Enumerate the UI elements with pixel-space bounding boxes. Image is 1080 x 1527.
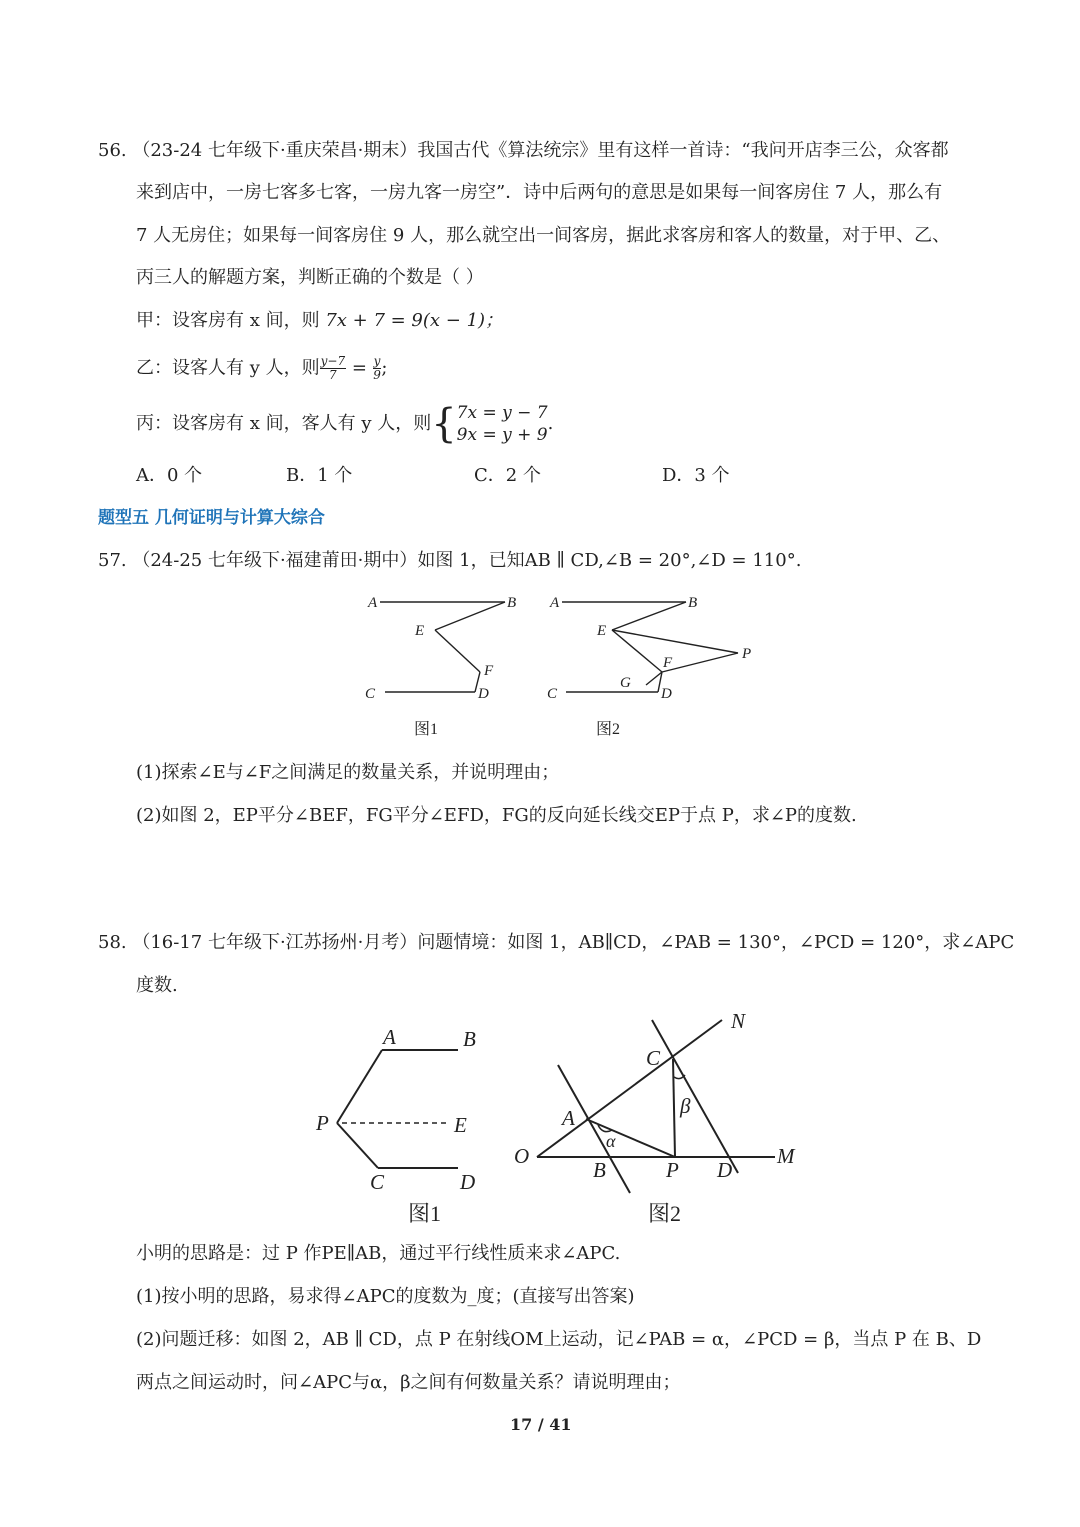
ray-on: [537, 1020, 722, 1157]
q57-line1: 57. （24-25 七年级下·福建莆田·期中）如图 1，已知AB ∥ CD,∠B = 20°,∠D = 110°.: [98, 550, 802, 571]
segment-ap: [337, 1050, 382, 1123]
q56-yi-text: 乙：设客人有 y 人，则: [136, 357, 320, 379]
label-p: P: [742, 646, 752, 662]
segment-ef: [435, 630, 480, 672]
q57-part2: (2)如图 2，EP平分∠BEF，FG平分∠EFD，FG的反向延长线交EP于点 P，求∠P的度数.: [136, 805, 857, 826]
q57-figure2: [562, 602, 738, 692]
label-a: A: [550, 595, 560, 611]
label-alpha: α: [606, 1131, 616, 1151]
q58-figures: [300, 1005, 820, 1235]
label-f: F: [484, 663, 494, 679]
segment-be: [612, 602, 686, 630]
q56-line3: 7 人无房住；如果每一间客房住 9 人，那么就空出一间客房，据此求客房和客人的数量，对于甲、乙、: [136, 225, 951, 246]
q58-fig1-caption: 图1: [408, 1201, 442, 1226]
label-a: A: [562, 1106, 575, 1130]
q56-option-c: C．2 个: [474, 465, 541, 486]
segment-cp: [673, 1059, 675, 1157]
segment-be: [435, 602, 505, 630]
q58-idea: 小明的思路是：过 P 作PE∥AB，通过平行线性质来求∠APC.: [136, 1243, 621, 1264]
fraction-numerator: y: [373, 354, 381, 368]
q56-yi-end: ;: [381, 357, 388, 379]
q57-fig2-caption: 图2: [596, 721, 621, 738]
segment-pc: [337, 1123, 378, 1168]
label-p: P: [316, 1111, 329, 1135]
q56-jia-text: 甲：设客房有 x 间，则: [136, 310, 326, 331]
label-d: D: [478, 686, 489, 702]
label-d: D: [661, 686, 672, 702]
left-brace-icon: {: [431, 401, 457, 447]
label-n: N: [731, 1009, 746, 1033]
label-g: G: [620, 675, 631, 691]
label-f: F: [663, 655, 673, 671]
q56-bing-text: 丙：设客房有 x 间，客人有 y 人，则: [136, 413, 432, 434]
fraction-denominator: 9: [373, 368, 381, 382]
q58-figure1: [337, 1050, 458, 1168]
segment-ef: [612, 630, 662, 672]
label-a: A: [368, 595, 378, 611]
q58-part2-line2: 两点之间运动时，问∠APC与α，β之间有何数量关系？请说明理由；: [136, 1372, 681, 1393]
q57-fig1-caption: 图1: [414, 721, 439, 738]
label-beta: β: [680, 1094, 691, 1118]
q56-option-d: D．3 个: [662, 465, 730, 486]
line-cd: [652, 1020, 738, 1173]
segment-pf: [662, 653, 738, 672]
label-c: C: [370, 1170, 385, 1194]
label-b: B: [688, 595, 698, 611]
q58-line1: 58. （16-17 七年级下·江苏扬州·月考）问题情境：如图 1，AB∥CD，∠PAB = 130°，∠PCD = 120°，求∠APC: [98, 932, 1015, 953]
label-e: E: [415, 623, 425, 639]
label-c: C: [365, 686, 376, 702]
q56-yi-fraction-left: [320, 355, 346, 382]
segment-ep: [612, 630, 738, 653]
q56-bing-system: [457, 402, 548, 446]
label-b: B: [507, 595, 517, 611]
q57-part1: (1)探索∠E与∠F之间满足的数量关系，并说明理由；: [136, 762, 560, 783]
q56-line2: 来到店中，一房七客多七客，一房九客一房空”．诗中后两句的意思是如果每一间客房住 7 人，那么有: [136, 182, 943, 203]
label-m: M: [777, 1144, 795, 1168]
q57-figures: [350, 585, 770, 745]
label-c: C: [547, 686, 558, 702]
label-d: D: [717, 1158, 733, 1182]
q56-jia-equation: 7x + 7 = 9(x − 1)；: [325, 310, 504, 331]
label-b: B: [463, 1027, 476, 1051]
q56-option-b: B．1 个: [286, 465, 353, 486]
q56-bing: [136, 402, 553, 452]
q56-line1: 56. （23-24 七年级下·重庆荣昌·期末）我国古代《算法统宗》里有这样一首诗：“我问开店李三公，众客都: [98, 140, 949, 161]
q58-fig2-caption: 图2: [648, 1201, 682, 1226]
q56-bing-eq1: 7x = y − 7: [456, 403, 548, 423]
label-o: O: [514, 1144, 530, 1168]
q56-yi-equals: =: [346, 357, 373, 379]
label-e: E: [454, 1113, 467, 1137]
label-p: P: [666, 1158, 679, 1182]
label-c: C: [646, 1046, 661, 1070]
q56-bing-eq2: 9x = y + 9: [456, 425, 548, 445]
q56-jia: [136, 308, 503, 334]
q56-line4: 丙三人的解题方案，判断正确的个数是（ ）: [136, 267, 484, 288]
label-a: A: [383, 1025, 396, 1049]
page-number: 17 / 41: [510, 1415, 572, 1434]
q58-part1: (1)按小明的思路，易求得∠APC的度数为_度；(直接写出答案): [136, 1286, 635, 1307]
q58-part2-line1: (2)问题迁移：如图 2，AB ∥ CD，点 P 在射线OM上运动，记∠PAB = α，∠PCD = β，当点 P 在 B、D: [136, 1329, 982, 1350]
q56-option-a: A．0 个: [136, 465, 203, 486]
fraction-denominator: 7: [329, 368, 337, 382]
q58-line2: 度数.: [136, 975, 178, 996]
label-d: D: [460, 1170, 476, 1194]
section-heading: 题型五 几何证明与计算大综合: [98, 508, 325, 528]
label-b: B: [593, 1158, 606, 1182]
fraction-numerator: y−7: [320, 354, 346, 368]
label-e: E: [597, 623, 607, 639]
q56-bing-end: .: [547, 413, 554, 434]
q56-yi: [136, 355, 387, 382]
